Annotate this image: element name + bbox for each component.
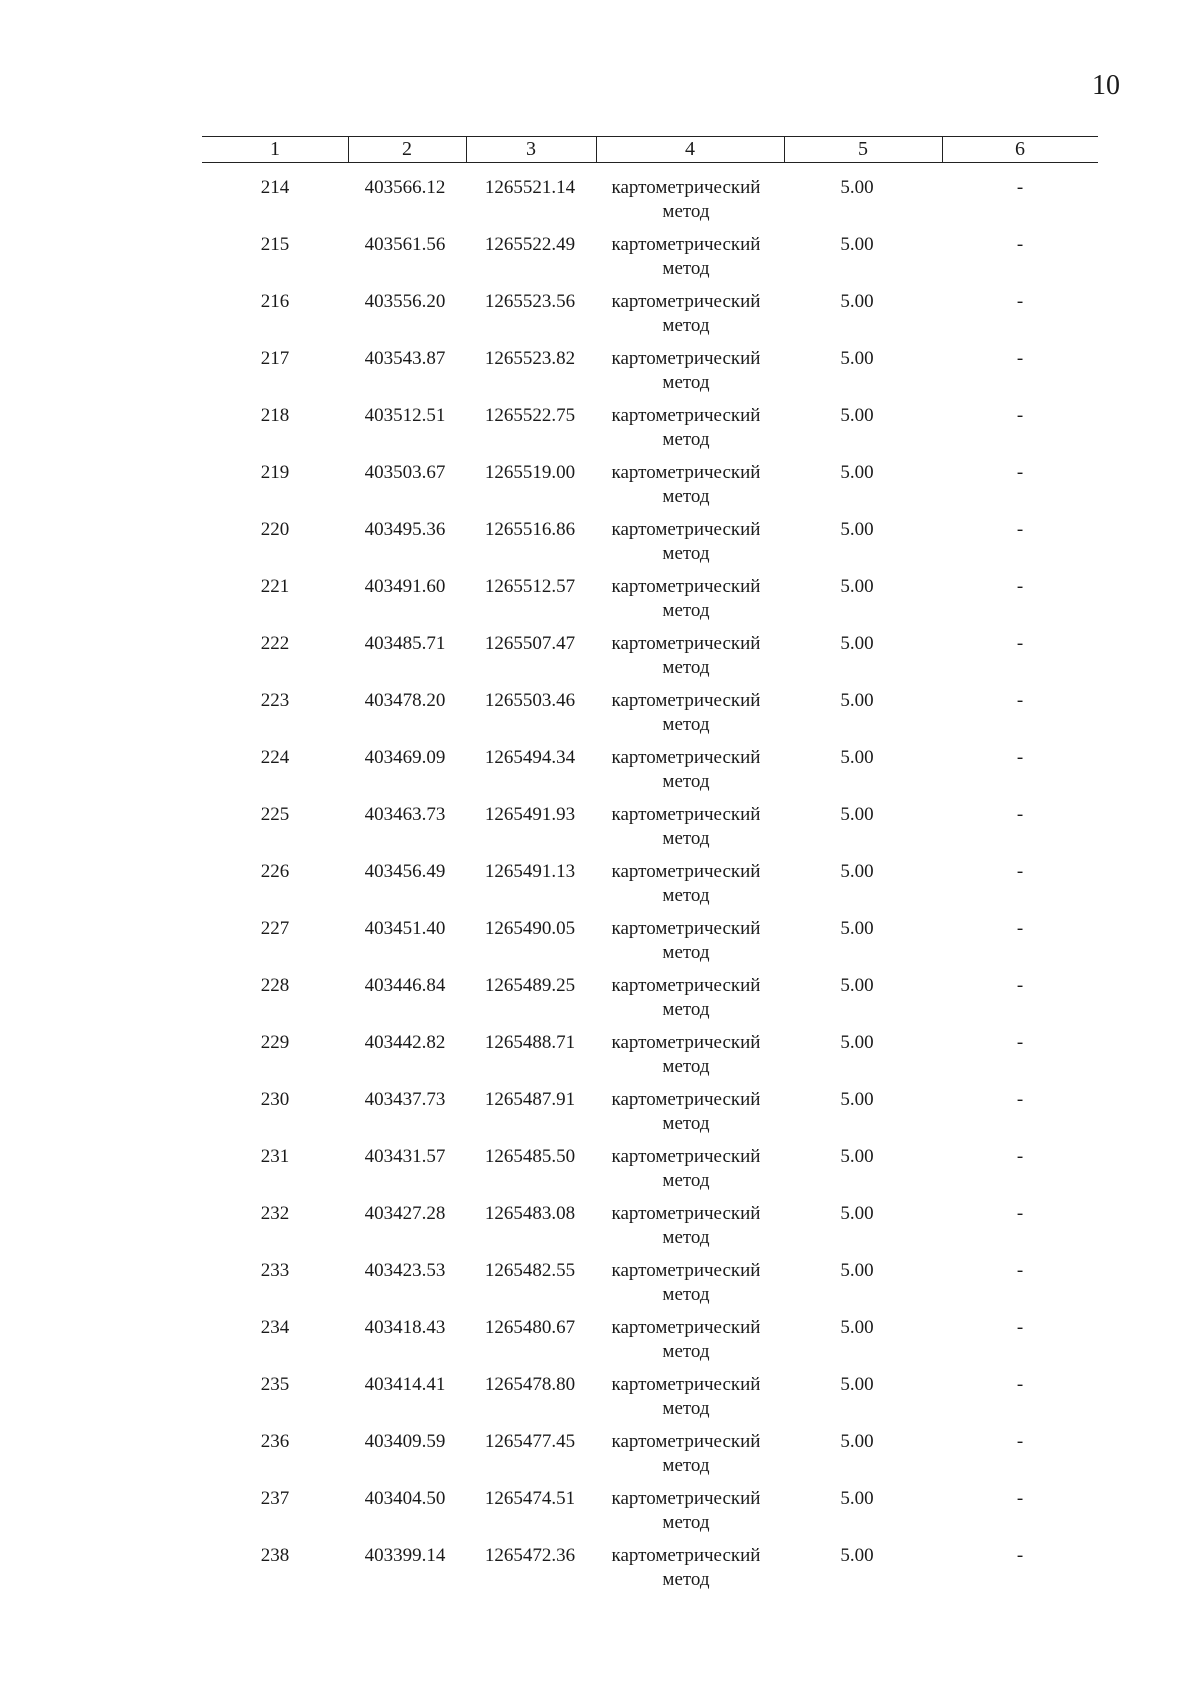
accuracy-value: 5.00 xyxy=(840,1260,874,1281)
point-number: 227 xyxy=(260,918,290,939)
method-text: картометрический xyxy=(611,348,761,369)
note-value: - xyxy=(1016,690,1024,711)
method-text: картометрический xyxy=(611,177,761,198)
coordinate-y: 1265507.47 xyxy=(484,633,576,654)
accuracy-value: 5.00 xyxy=(840,1032,874,1053)
method-cell xyxy=(596,1544,776,1592)
accuracy-value: 5.00 xyxy=(840,1203,874,1224)
point-number: 228 xyxy=(260,975,290,996)
coordinate-y: 1265491.13 xyxy=(484,861,576,882)
method-text: метод xyxy=(662,1056,710,1077)
table-row xyxy=(0,1145,1200,1202)
coordinate-x: 403423.53 xyxy=(364,1260,446,1281)
accuracy-value: 5.00 xyxy=(840,1089,874,1110)
note-value: - xyxy=(1016,861,1024,882)
method-text: картометрический xyxy=(611,519,761,540)
table-body xyxy=(0,176,1200,1601)
method-text: картометрический xyxy=(611,405,761,426)
table-row xyxy=(0,1544,1200,1601)
coordinate-y: 1265489.25 xyxy=(484,975,576,996)
table-row xyxy=(0,1316,1200,1373)
point-number: 215 xyxy=(260,234,290,255)
accuracy-value: 5.00 xyxy=(840,519,874,540)
point-number: 233 xyxy=(260,1260,290,1281)
header-col-6: 6 xyxy=(1015,138,1025,160)
coordinate-x: 403561.56 xyxy=(364,234,446,255)
coordinate-y: 1265488.71 xyxy=(484,1032,576,1053)
method-text: метод xyxy=(662,828,710,849)
method-cell xyxy=(596,347,776,395)
table-row xyxy=(0,689,1200,746)
table-header xyxy=(202,136,1098,163)
method-text: картометрический xyxy=(611,690,761,711)
point-number: 226 xyxy=(260,861,290,882)
coordinate-x: 403437.73 xyxy=(364,1089,446,1110)
method-text: метод xyxy=(662,999,710,1020)
accuracy-value: 5.00 xyxy=(840,1545,874,1566)
accuracy-value: 5.00 xyxy=(840,633,874,654)
accuracy-value: 5.00 xyxy=(840,405,874,426)
table-row xyxy=(0,803,1200,860)
table-row xyxy=(0,233,1200,290)
coordinate-x: 403409.59 xyxy=(364,1431,446,1452)
method-text: картометрический xyxy=(611,1545,761,1566)
method-text: метод xyxy=(662,1284,710,1305)
coordinate-x: 403456.49 xyxy=(364,861,446,882)
note-value: - xyxy=(1016,1374,1024,1395)
note-value: - xyxy=(1016,918,1024,939)
coordinate-y: 1265519.00 xyxy=(484,462,576,483)
note-value: - xyxy=(1016,234,1024,255)
coordinate-x: 403478.20 xyxy=(364,690,446,711)
coordinate-x: 403512.51 xyxy=(364,405,446,426)
method-cell xyxy=(596,575,776,623)
coordinate-x: 403491.60 xyxy=(364,576,446,597)
point-number: 221 xyxy=(260,576,290,597)
accuracy-value: 5.00 xyxy=(840,1431,874,1452)
coordinate-x: 403463.73 xyxy=(364,804,446,825)
point-number: 218 xyxy=(260,405,290,426)
method-text: картометрический xyxy=(611,234,761,255)
method-text: картометрический xyxy=(611,1146,761,1167)
method-cell xyxy=(596,1430,776,1478)
method-cell xyxy=(596,176,776,224)
accuracy-value: 5.00 xyxy=(840,234,874,255)
method-cell xyxy=(596,689,776,737)
note-value: - xyxy=(1016,177,1024,198)
coordinate-y: 1265477.45 xyxy=(484,1431,576,1452)
method-text: картометрический xyxy=(611,1374,761,1395)
method-cell xyxy=(596,518,776,566)
method-text: картометрический xyxy=(611,747,761,768)
accuracy-value: 5.00 xyxy=(840,291,874,312)
method-cell xyxy=(596,1259,776,1307)
coordinate-x: 403566.12 xyxy=(364,177,446,198)
coordinate-x: 403543.87 xyxy=(364,348,446,369)
method-text: метод xyxy=(662,372,710,393)
method-cell xyxy=(596,746,776,794)
note-value: - xyxy=(1016,633,1024,654)
point-number: 214 xyxy=(260,177,290,198)
table-row xyxy=(0,518,1200,575)
note-value: - xyxy=(1016,291,1024,312)
coordinate-x: 403418.43 xyxy=(364,1317,446,1338)
method-cell xyxy=(596,803,776,851)
header-col-2: 2 xyxy=(402,138,412,160)
table-row xyxy=(0,290,1200,347)
point-number: 224 xyxy=(260,747,290,768)
method-text: картометрический xyxy=(611,918,761,939)
accuracy-value: 5.00 xyxy=(840,576,874,597)
header-col-1: 1 xyxy=(270,138,280,160)
coordinate-y: 1265491.93 xyxy=(484,804,576,825)
method-text: метод xyxy=(662,657,710,678)
coordinate-y: 1265487.91 xyxy=(484,1089,576,1110)
table-row xyxy=(0,632,1200,689)
method-cell xyxy=(596,1202,776,1250)
coordinate-x: 403451.40 xyxy=(364,918,446,939)
table-row xyxy=(0,1088,1200,1145)
accuracy-value: 5.00 xyxy=(840,804,874,825)
table-row xyxy=(0,746,1200,803)
coordinate-x: 403399.14 xyxy=(364,1545,446,1566)
method-cell xyxy=(596,974,776,1022)
method-text: картометрический xyxy=(611,1431,761,1452)
coordinate-y: 1265474.51 xyxy=(484,1488,576,1509)
method-cell xyxy=(596,1316,776,1364)
coordinate-y: 1265522.75 xyxy=(484,405,576,426)
method-text: метод xyxy=(662,486,710,507)
note-value: - xyxy=(1016,975,1024,996)
point-number: 234 xyxy=(260,1317,290,1338)
table-row xyxy=(0,1202,1200,1259)
point-number: 220 xyxy=(260,519,290,540)
method-text: метод xyxy=(662,315,710,336)
accuracy-value: 5.00 xyxy=(840,690,874,711)
method-cell xyxy=(596,917,776,965)
table-row xyxy=(0,176,1200,233)
note-value: - xyxy=(1016,519,1024,540)
header-col-4: 4 xyxy=(685,138,695,160)
table-row xyxy=(0,974,1200,1031)
point-number: 231 xyxy=(260,1146,290,1167)
method-text: метод xyxy=(662,1455,710,1476)
table-row xyxy=(0,860,1200,917)
coordinate-y: 1265494.34 xyxy=(484,747,576,768)
note-value: - xyxy=(1016,576,1024,597)
point-number: 216 xyxy=(260,291,290,312)
header-col-5: 5 xyxy=(858,138,868,160)
coordinate-x: 403485.71 xyxy=(364,633,446,654)
method-cell xyxy=(596,233,776,281)
coordinate-y: 1265512.57 xyxy=(484,576,576,597)
point-number: 223 xyxy=(260,690,290,711)
method-text: метод xyxy=(662,600,710,621)
coordinate-y: 1265523.56 xyxy=(484,291,576,312)
table-row xyxy=(0,1031,1200,1088)
point-number: 238 xyxy=(260,1545,290,1566)
coordinate-y: 1265472.36 xyxy=(484,1545,576,1566)
method-text: метод xyxy=(662,1398,710,1419)
method-text: метод xyxy=(662,201,710,222)
method-cell xyxy=(596,404,776,452)
coordinate-x: 403495.36 xyxy=(364,519,446,540)
note-value: - xyxy=(1016,747,1024,768)
point-number: 237 xyxy=(260,1488,290,1509)
table-row xyxy=(0,1430,1200,1487)
coordinate-x: 403446.84 xyxy=(364,975,446,996)
point-number: 222 xyxy=(260,633,290,654)
point-number: 217 xyxy=(260,348,290,369)
method-text: метод xyxy=(662,429,710,450)
note-value: - xyxy=(1016,1032,1024,1053)
method-text: метод xyxy=(662,885,710,906)
header-col-3: 3 xyxy=(526,138,536,160)
table-row xyxy=(0,575,1200,632)
note-value: - xyxy=(1016,1488,1024,1509)
note-value: - xyxy=(1016,1089,1024,1110)
accuracy-value: 5.00 xyxy=(840,1146,874,1167)
note-value: - xyxy=(1016,1260,1024,1281)
method-cell xyxy=(596,461,776,509)
method-text: картометрический xyxy=(611,861,761,882)
point-number: 219 xyxy=(260,462,290,483)
accuracy-value: 5.00 xyxy=(840,462,874,483)
method-text: картометрический xyxy=(611,1488,761,1509)
method-cell xyxy=(596,1487,776,1535)
coordinate-x: 403469.09 xyxy=(364,747,446,768)
method-text: картометрический xyxy=(611,1317,761,1338)
note-value: - xyxy=(1016,804,1024,825)
coordinate-y: 1265485.50 xyxy=(484,1146,576,1167)
page-number: 10 xyxy=(1092,70,1120,101)
table-row xyxy=(0,1373,1200,1430)
method-cell xyxy=(596,1031,776,1079)
method-cell xyxy=(596,860,776,908)
note-value: - xyxy=(1016,1431,1024,1452)
method-text: картометрический xyxy=(611,576,761,597)
method-text: картометрический xyxy=(611,975,761,996)
point-number: 235 xyxy=(260,1374,290,1395)
table-row xyxy=(0,347,1200,404)
note-value: - xyxy=(1016,1545,1024,1566)
note-value: - xyxy=(1016,462,1024,483)
point-number: 232 xyxy=(260,1203,290,1224)
accuracy-value: 5.00 xyxy=(840,1488,874,1509)
table-row xyxy=(0,461,1200,518)
coordinate-x: 403503.67 xyxy=(364,462,446,483)
coordinate-x: 403442.82 xyxy=(364,1032,446,1053)
method-cell xyxy=(596,632,776,680)
coordinate-y: 1265478.80 xyxy=(484,1374,576,1395)
accuracy-value: 5.00 xyxy=(840,1374,874,1395)
method-text: картометрический xyxy=(611,462,761,483)
accuracy-value: 5.00 xyxy=(840,861,874,882)
accuracy-value: 5.00 xyxy=(840,747,874,768)
table-row xyxy=(0,917,1200,974)
point-number: 225 xyxy=(260,804,290,825)
accuracy-value: 5.00 xyxy=(840,177,874,198)
note-value: - xyxy=(1016,1317,1024,1338)
method-text: картометрический xyxy=(611,1203,761,1224)
table-row xyxy=(0,1259,1200,1316)
point-number: 229 xyxy=(260,1032,290,1053)
method-cell xyxy=(596,1373,776,1421)
coordinate-y: 1265523.82 xyxy=(484,348,576,369)
method-text: метод xyxy=(662,1113,710,1134)
point-number: 236 xyxy=(260,1431,290,1452)
coordinate-y: 1265483.08 xyxy=(484,1203,576,1224)
method-text: метод xyxy=(662,1341,710,1362)
note-value: - xyxy=(1016,1203,1024,1224)
coordinate-y: 1265490.05 xyxy=(484,918,576,939)
coordinate-y: 1265522.49 xyxy=(484,234,576,255)
method-text: метод xyxy=(662,1569,710,1590)
note-value: - xyxy=(1016,405,1024,426)
coordinate-y: 1265480.67 xyxy=(484,1317,576,1338)
method-text: метод xyxy=(662,543,710,564)
table-row xyxy=(0,404,1200,461)
coordinate-y: 1265516.86 xyxy=(484,519,576,540)
method-text: картометрический xyxy=(611,804,761,825)
method-text: картометрический xyxy=(611,291,761,312)
method-cell xyxy=(596,1145,776,1193)
method-text: метод xyxy=(662,714,710,735)
method-text: метод xyxy=(662,771,710,792)
method-text: картометрический xyxy=(611,1260,761,1281)
note-value: - xyxy=(1016,348,1024,369)
point-number: 230 xyxy=(260,1089,290,1110)
coordinate-x: 403431.57 xyxy=(364,1146,446,1167)
method-text: метод xyxy=(662,258,710,279)
note-value: - xyxy=(1016,1146,1024,1167)
method-text: метод xyxy=(662,1512,710,1533)
coordinate-y: 1265521.14 xyxy=(484,177,576,198)
coordinate-x: 403404.50 xyxy=(364,1488,446,1509)
coordinate-y: 1265503.46 xyxy=(484,690,576,711)
coordinate-x: 403427.28 xyxy=(364,1203,446,1224)
method-text: метод xyxy=(662,942,710,963)
method-text: метод xyxy=(662,1227,710,1248)
accuracy-value: 5.00 xyxy=(840,918,874,939)
coordinate-x: 403556.20 xyxy=(364,291,446,312)
coordinate-x: 403414.41 xyxy=(364,1374,446,1395)
method-text: картометрический xyxy=(611,633,761,654)
table-row xyxy=(0,1487,1200,1544)
method-cell xyxy=(596,290,776,338)
method-text: картометрический xyxy=(611,1089,761,1110)
accuracy-value: 5.00 xyxy=(840,1317,874,1338)
method-text: метод xyxy=(662,1170,710,1191)
accuracy-value: 5.00 xyxy=(840,975,874,996)
coordinate-y: 1265482.55 xyxy=(484,1260,576,1281)
method-cell xyxy=(596,1088,776,1136)
method-text: картометрический xyxy=(611,1032,761,1053)
accuracy-value: 5.00 xyxy=(840,348,874,369)
